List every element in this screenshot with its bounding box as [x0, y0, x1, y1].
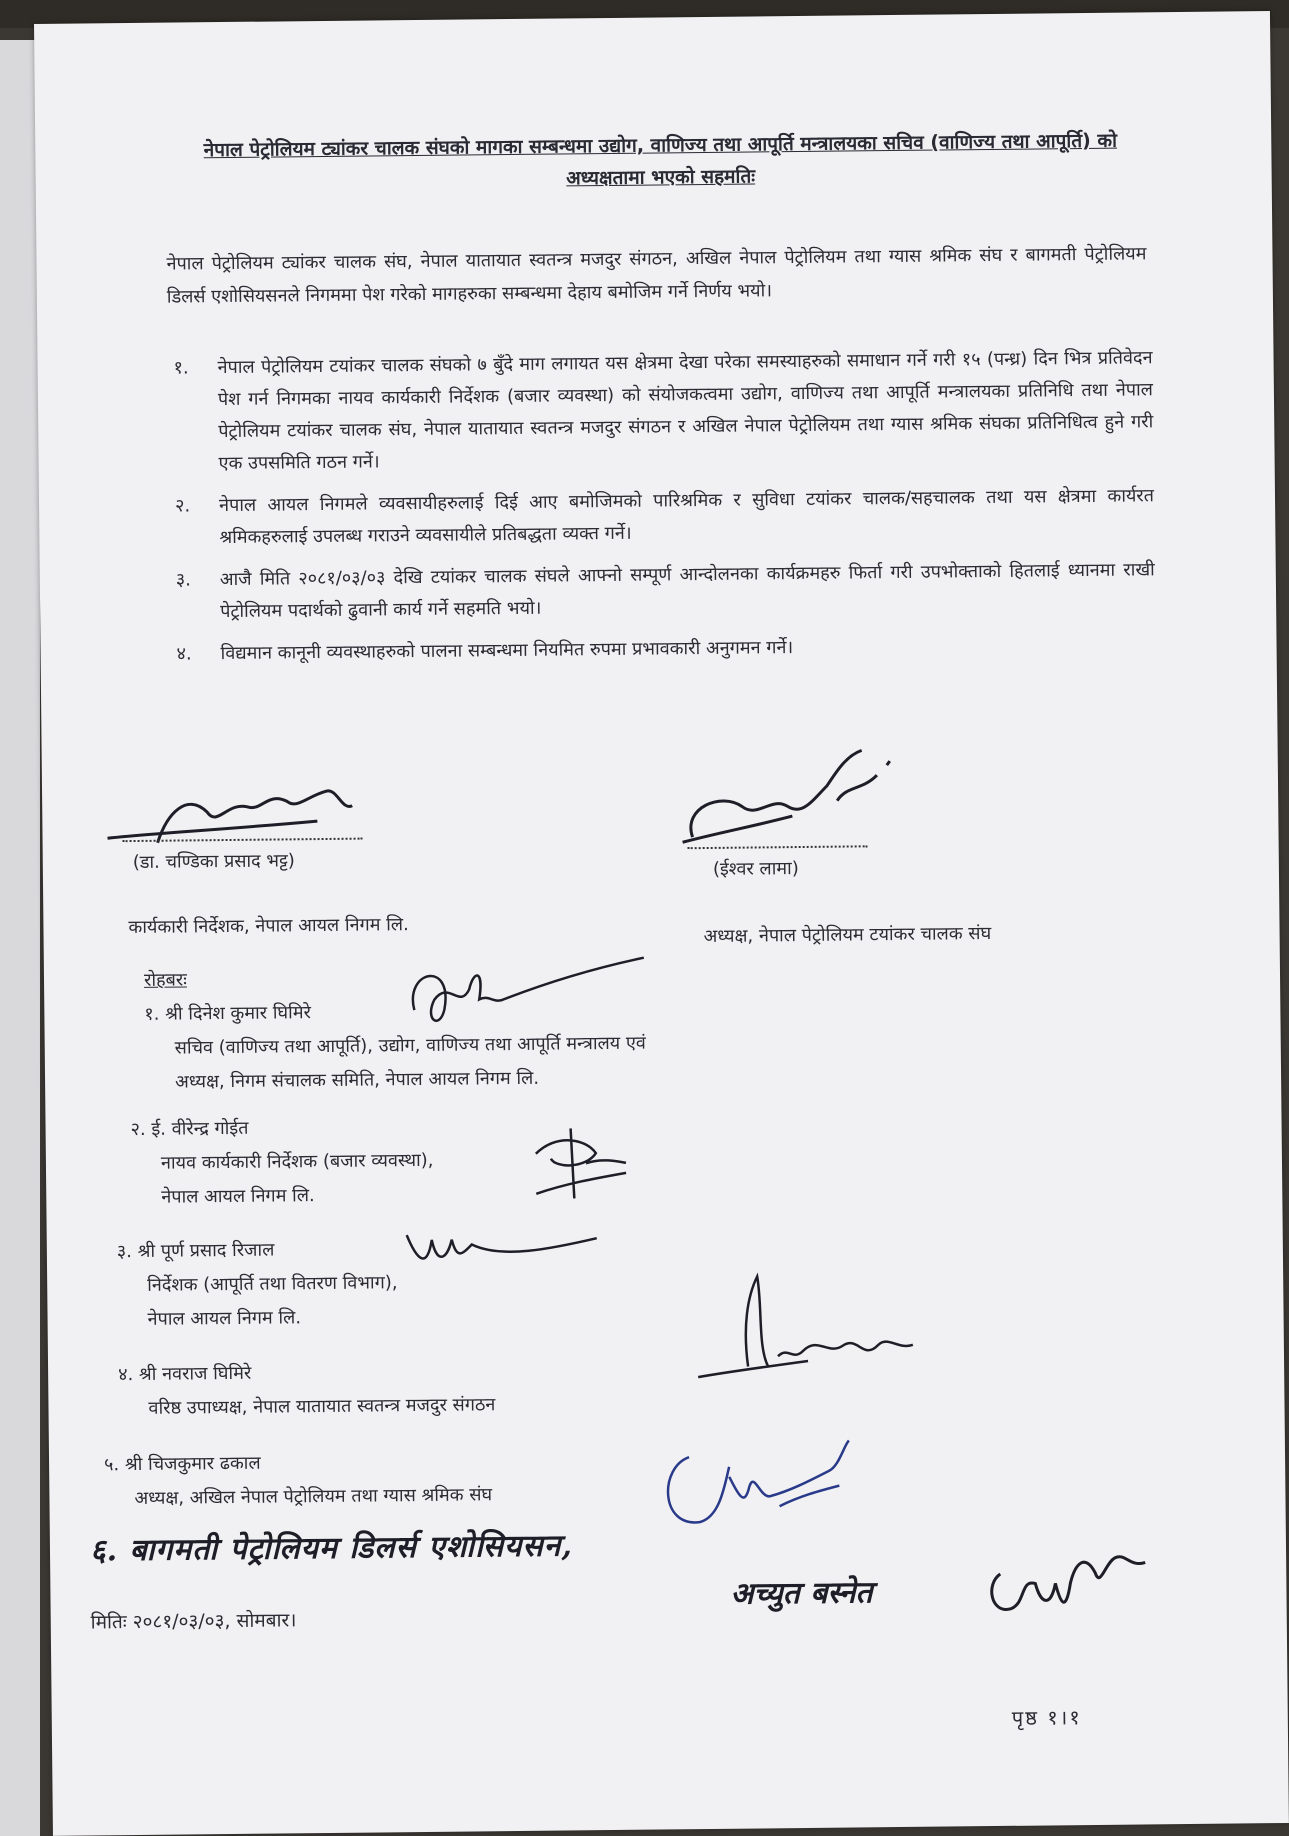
witness-signature-5	[649, 1435, 880, 1547]
page-number: पृष्ठ १।१	[1011, 1705, 1082, 1730]
witness-name: १. श्री दिनेश कुमार घिमिरे	[144, 1002, 312, 1025]
witness-name: ४. श्री नवराज घिमिरे	[118, 1362, 252, 1386]
decision-text: विद्यमान कानूनी व्यवस्थाहरुको पालना सम्बन्धमा नियमित रुपमा प्रभावकारी अनुगमन गर्ने।	[220, 637, 794, 665]
decision-text: नेपाल पेट्रोलियम टयांकर चालक संघको ७ बुँदे माग लगायत यस क्षेत्रमा देखा परेका समस्याहरुको समाधान गर्ने गरी १५ (पन्ध्र) दिन भित्र प्रतिवेदन पेश गर्न निगमका नायव कार्यकारी निर्देशक (बजार व्यवस्था) को संयोजकत्वमा उद्योग, वाणिज्य तथा आपूर्ति मन्त्रालयका प्रतिनिधि तथा नेपाल पेट्रोलियम टयांकर चालक संघ, नेपाल यातायात स्वतन्त्र मजदुर संगठन र अखिल नेपाल पेट्रोलियम तथा ग्यास श्रमिक संघका प्रतिनिधित्व हुने गरी एक उपसमिति गठन गर्ने।	[217, 347, 1154, 475]
witness-position: अध्यक्ष, निगम संचालक समिति, नेपाल आयल निगम लि.	[174, 1067, 540, 1093]
decision-number: २.	[174, 495, 191, 517]
witness-entry	[104, 1444, 492, 1516]
decision-text: आजै मिति २०८१/०३/०३ देखि टयांकर चालक संघले आफ्नो सम्पूर्ण आन्दोलनका कार्यक्रमहरु फिर्ता गरी उपभोक्ताको हितलाई ध्यानमा राखी पेट्रोलियम पदार्थको ढुवानी कार्य गर्ने सहमति भयो।	[219, 559, 1155, 623]
decision-number: ४.	[176, 643, 192, 665]
witness-name: २. ई. वीरेन्द्र गोईत	[130, 1117, 249, 1141]
witness-position: नेपाल आयल निगम लि.	[161, 1185, 315, 1208]
witness-heading: रोहबरः	[143, 969, 187, 991]
witness-entry	[117, 1232, 398, 1337]
signatory-right-name: (ईश्वर लामा)	[712, 858, 799, 880]
decision-number: १.	[173, 357, 189, 379]
document-heading: नेपाल पेट्रोलियम ट्यांकर चालक संघको मागका सम्बन्धमा उद्योग, वाणिज्य तथा आपूर्ति मन्त्रालयका सचिव (वाणिज्य तथा आपूर्ति) को अध्यक्षतामा भएको सहमतिः	[203, 129, 1118, 190]
witness-position: निर्देशक (आपूर्ति तथा वितरण विभाग),	[147, 1272, 398, 1296]
witness-signature-2	[526, 1123, 637, 1204]
handwritten-signature-6	[980, 1532, 1151, 1634]
document-date: मितिः २०८१/०३/०३, सोमबार।	[90, 1609, 297, 1634]
witness-name: ५. श्री चिजकुमार ढकाल	[103, 1452, 261, 1476]
witness-position: नायव कार्यकारी निर्देशक (बजार व्यवस्था),	[160, 1149, 434, 1174]
witness-entry	[118, 1354, 496, 1426]
signatory-left-name: (डा. चण्डिका प्रसाद भट्ट)	[132, 850, 295, 874]
witness-position: नेपाल आयल निगम लि.	[147, 1307, 302, 1330]
decision-text: नेपाल आयल निगमले व्यवसायीहरुलाई दिई आए बमोजिमको पारिश्रमिक र सुविधा टयांकर चालक/सहचालक तथा यस क्षेत्रमा कार्यरत श्रमिकहरुलाई उपलब्ध गराउने व्यवसायीले प्रतिबद्धता व्यक्त गर्ने।	[218, 485, 1155, 549]
witness-position: अध्यक्ष, अखिल नेपाल पेट्रोलियम तथा ग्यास श्रमिक संघ	[134, 1484, 493, 1510]
witness-position: सचिव (वाणिज्य तथा आपूर्ति), उद्योग, वाणिज्य तथा आपूर्ति मन्त्रालय एवं	[174, 1032, 646, 1059]
decision-item	[169, 480, 1155, 554]
handwritten-name: अच्युत बस्नेत	[730, 1575, 873, 1612]
witness-signature-1	[394, 948, 655, 1051]
witness-position: वरिष्ठ उपाध्यक्ष, नेपाल यातायात स्वतन्त्र मजदुर संगठन	[148, 1394, 496, 1419]
witness-name: ३. श्री पूर्ण प्रसाद रिजाल	[116, 1239, 275, 1263]
intro-paragraph: नेपाल पेट्रोलियम ट्यांकर चालक संघ, नेपाल यातायात स्वतन्त्र मजदुर संगठन, अखिल नेपाल पेट्रोलियम तथा ग्यास श्रमिक संघ र बागमती पेट्रोलियम डिलर्स एशोसियसनले निगममा पेश गरेको मागहरुका सम्बन्धमा देहाय बमोजिम गर्ने निर्णय भयो।	[166, 243, 1147, 308]
signatory-left-title: कार्यकारी निर्देशक, नेपाल आयल निगम लि.	[128, 914, 409, 939]
decision-number: ३.	[175, 569, 192, 591]
signature-right	[662, 745, 903, 858]
witness-signature-3	[402, 1218, 603, 1280]
decision-item	[170, 628, 1155, 670]
witness-signature-4	[687, 1265, 928, 1398]
signatory-right-title: अध्यक्ष, नेपाल पेट्रोलियम टयांकर चालक संघ	[703, 923, 992, 948]
document-page	[34, 11, 1289, 1836]
underlying-paper-edge	[0, 40, 40, 1836]
decision-item	[167, 342, 1153, 480]
signature-left	[97, 780, 378, 853]
witness-entry	[130, 1110, 434, 1215]
handwritten-item-6: ६. बागमती पेट्रोलियम डिलर्स एशोसियसन,	[89, 1528, 573, 1569]
decision-item	[170, 554, 1156, 628]
decision-list	[167, 342, 1155, 680]
